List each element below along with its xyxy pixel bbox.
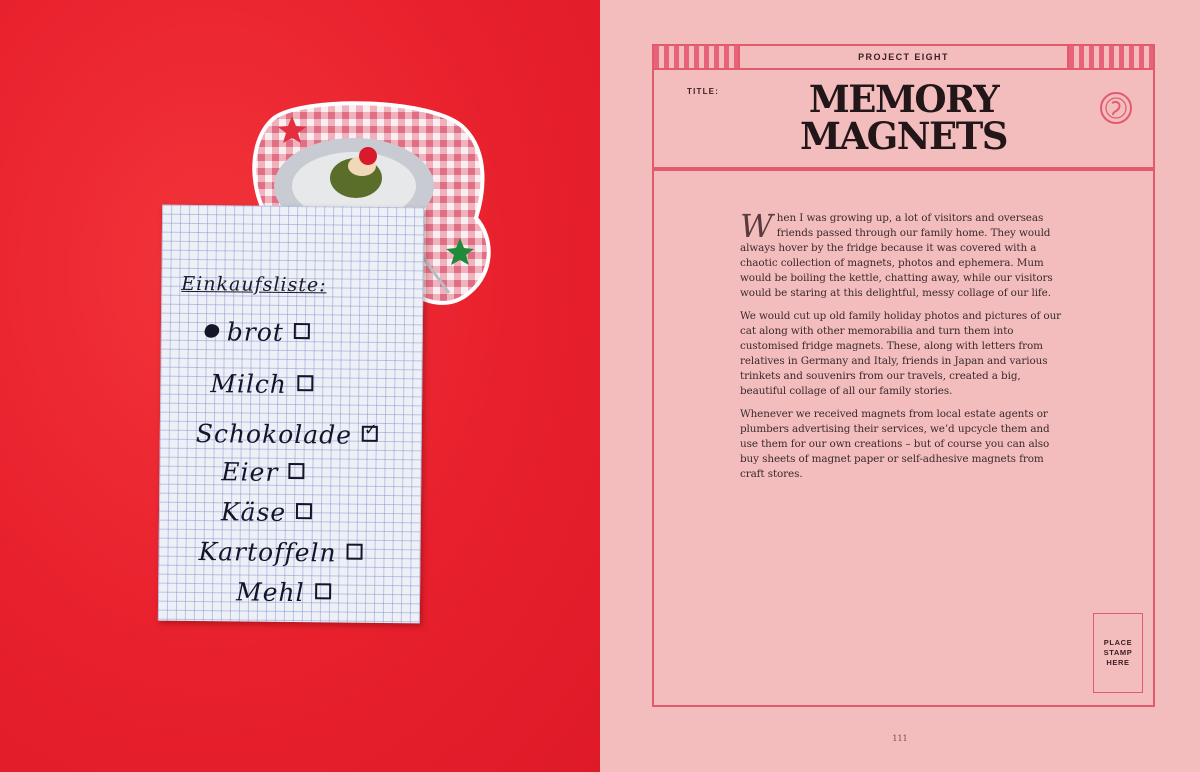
paragraph: When I was growing up, a lot of visitors and overseas friends passed through our family home. They would always hover by the fridge because it was covered with a chaotic collection of magnets, photos and ephemera. Mum would be boiling the kettle, chatting away, while our visitors would be staring at this delightful, messy collage of our life. bbox=[740, 207, 1053, 299]
checkbox-icon bbox=[288, 463, 304, 479]
checkbox-icon bbox=[315, 583, 331, 599]
title-line: MEMORY bbox=[808, 77, 999, 121]
list-item bbox=[221, 457, 304, 487]
list-item-label: Kartoffeln bbox=[198, 537, 337, 568]
list-item-label: Eier bbox=[221, 457, 279, 487]
list-item bbox=[205, 317, 310, 347]
title-label: TITLE: bbox=[687, 87, 720, 96]
checkbox-icon bbox=[294, 323, 310, 339]
checkbox-icon bbox=[297, 375, 313, 391]
paragraph: Whenever we received magnets from local estate agents or plumbers advertising their services, we’d upcycle them and use them for our own creations – but of course you can also buy sheets of magnet paper or self-adhesive magnets from craft stores. bbox=[740, 408, 1050, 480]
list-item bbox=[210, 369, 313, 399]
body-box bbox=[652, 169, 1155, 707]
postmark-icon bbox=[1099, 91, 1133, 125]
checkbox-icon bbox=[347, 544, 363, 560]
title-line: MAGNETS bbox=[799, 114, 1008, 158]
title-box bbox=[652, 69, 1155, 169]
list-item-label: Schokolade bbox=[195, 419, 353, 450]
list-item bbox=[196, 419, 378, 450]
checkbox-icon bbox=[296, 503, 312, 519]
list-item bbox=[221, 497, 313, 527]
note-title: Einkaufsliste: bbox=[181, 272, 327, 297]
shopping-list-note bbox=[158, 205, 424, 624]
list-item bbox=[236, 577, 331, 607]
stripe-decoration bbox=[654, 46, 738, 68]
page-number: 111 bbox=[892, 734, 908, 743]
stamp-box: PLACE STAMP HERE bbox=[1093, 613, 1143, 693]
drop-cap: W bbox=[740, 207, 773, 245]
list-item-label: Milch bbox=[210, 369, 288, 399]
checked-box-icon bbox=[362, 426, 378, 442]
paragraph: We would cut up old family holiday photos and pictures of our cat along with other memorabilia and turn them into customised fridge magnets. These, along with letters from relatives in Germany and Italy, friends in Japan and various trinkets and souvenirs from our travels, created a big, beautiful collage of all our family stories. bbox=[740, 310, 1062, 397]
stripe-decoration bbox=[1069, 46, 1153, 68]
list-item-label: brot bbox=[226, 317, 285, 347]
project-header bbox=[652, 44, 1155, 70]
page-title bbox=[654, 77, 1153, 158]
list-item-label: Käse bbox=[220, 497, 287, 527]
text-page bbox=[600, 0, 1200, 772]
list-item-label: Mehl bbox=[235, 577, 305, 608]
list-item bbox=[198, 537, 362, 568]
body-text bbox=[740, 207, 1064, 490]
project-label: PROJECT EIGHT bbox=[738, 46, 1069, 68]
scribble-mark bbox=[203, 322, 221, 340]
